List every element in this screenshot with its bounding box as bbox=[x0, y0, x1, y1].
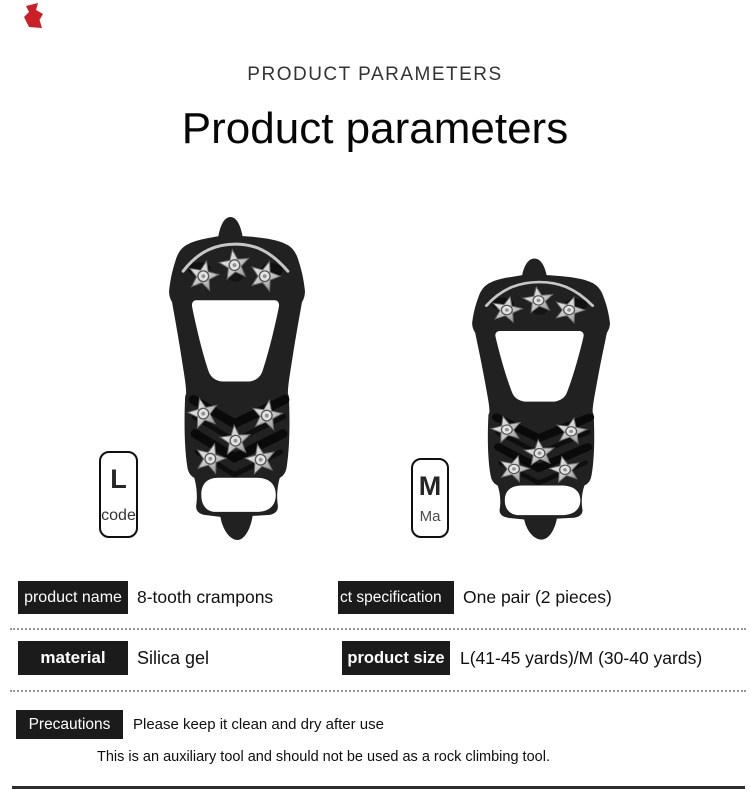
spec-value-product-size: L(41-45 yards)/M (30-40 yards) bbox=[460, 647, 703, 668]
spec-value-precautions: Please keep it clean and dry after use bbox=[133, 716, 384, 733]
crampon-photo-large bbox=[163, 213, 307, 545]
spec-value-material: Silica gel bbox=[137, 647, 210, 668]
spec-label-product-size: product size bbox=[342, 641, 450, 675]
crampon-photo-medium bbox=[466, 255, 612, 544]
spec-value-specification: One pair (2 pieces) bbox=[463, 587, 612, 607]
spec-label-precautions: Precautions bbox=[16, 710, 123, 739]
size-sub-m: Ma bbox=[419, 508, 441, 525]
size-badge-l bbox=[99, 451, 138, 538]
dotted-separator bbox=[10, 690, 746, 692]
spec-label-product-name: product name bbox=[18, 581, 128, 614]
red-splash-decoration bbox=[23, 3, 45, 29]
spec-value-product-name: 8-tooth crampons bbox=[137, 587, 274, 607]
spec-label-material: material bbox=[18, 641, 128, 675]
disclaimer-note: This is an auxiliary tool and should not be used as a rock climbing tool. bbox=[97, 749, 550, 765]
section-eyebrow: PRODUCT PARAMETERS bbox=[247, 64, 503, 85]
dotted-separator bbox=[10, 628, 746, 630]
bottom-divider-line bbox=[12, 786, 745, 789]
crampon-graphic bbox=[163, 213, 307, 545]
size-letter-l: L bbox=[110, 464, 127, 494]
size-letter-m: M bbox=[418, 471, 442, 501]
page-title: Product parameters bbox=[181, 104, 569, 153]
size-badge-m bbox=[411, 458, 449, 538]
spec-label-specification: ct specification bbox=[338, 581, 454, 614]
size-sub-l: code bbox=[101, 507, 136, 524]
crampon-graphic bbox=[466, 255, 612, 544]
